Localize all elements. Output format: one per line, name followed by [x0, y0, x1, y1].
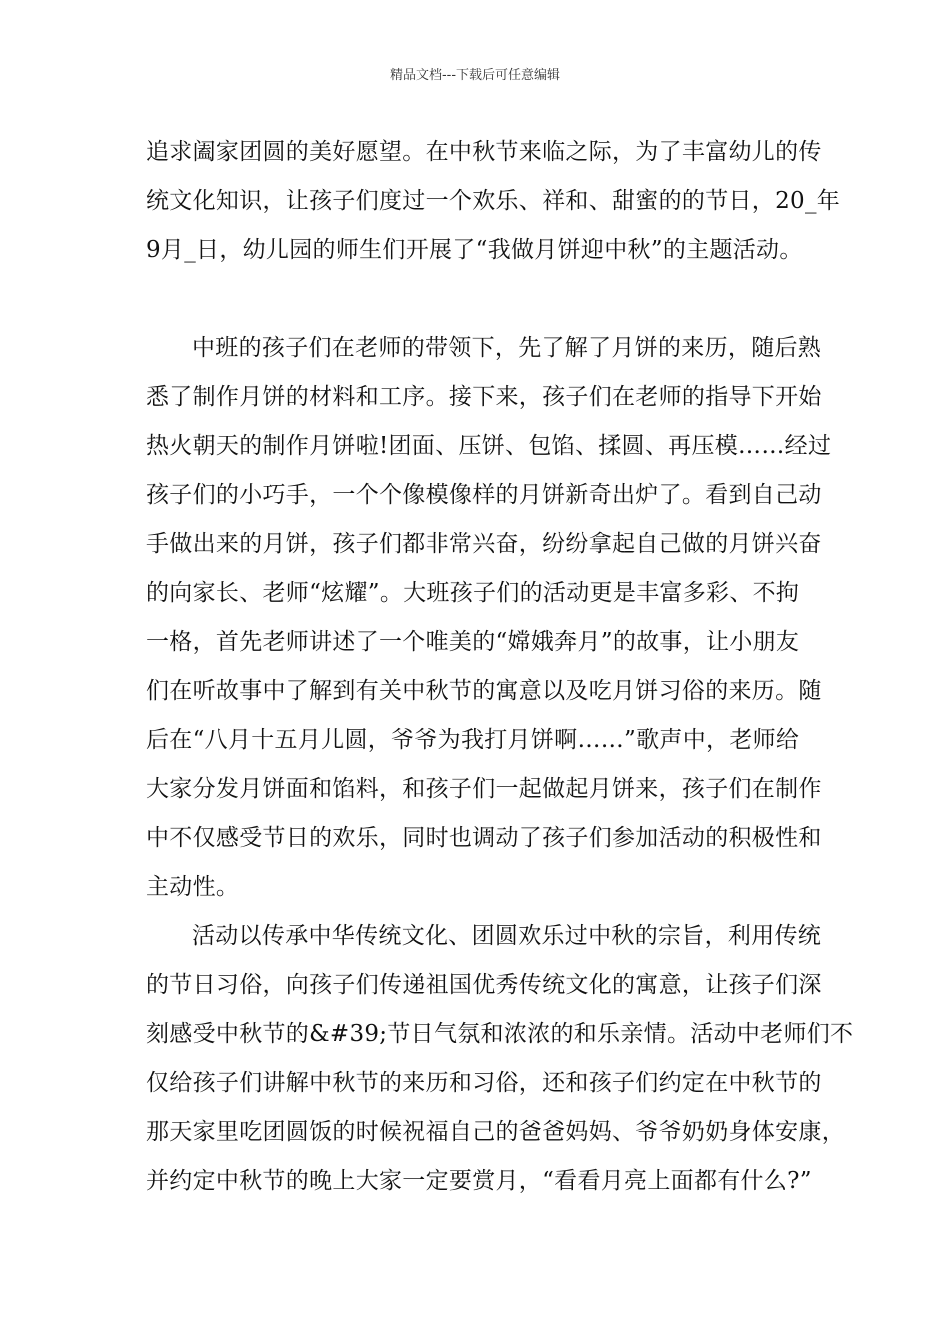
paragraph — [146, 912, 854, 1206]
text-line: 刻感受中秋节的&#39;节日气氛和浓浓的和乐亲情。活动中老师们不 — [146, 1021, 854, 1047]
text-line: 后在“八月十五月儿圆，爷爷为我打月饼啊……”歌声中，老师给 — [146, 727, 800, 753]
text-line: 9月_日，幼儿园的师生们开展了“我做月饼迎中秋”的主题活动。 — [146, 237, 803, 263]
text-line: 统文化知识，让孩子们度过一个欢乐、祥和、甜蜜的的节日，20_年 — [146, 188, 841, 214]
text-line: 那天家里吃团圆饭的时候祝福自己的爸爸妈妈、爷爷奶奶身体安康， — [146, 1119, 845, 1145]
text-line: 手做出来的月饼，孩子们都非常兴奋，纷纷拿起自己做的月饼兴奋 — [146, 531, 822, 557]
text-line: 大家分发月饼面和馅料，和孩子们一起做起月饼来，孩子们在制作 — [146, 776, 822, 802]
text-line: 一格，首先老师讲述了一个唯美的“嫦娥奔月”的故事，让小朋友 — [146, 629, 800, 655]
page-header: 精品文档---下载后可任意编辑 — [389, 68, 561, 83]
text-line: 主动性。 — [146, 874, 240, 900]
text-line: 并约定中秋节的晚上大家一定要赏月，“看看月亮上面都有什么?” — [146, 1168, 812, 1194]
text-line: 中不仅感受节日的欢乐，同时也调动了孩子们参加活动的积极性和 — [146, 825, 822, 851]
text-line: 悉了制作月饼的材料和工序。接下来，孩子们在老师的指导下开始 — [146, 384, 822, 410]
text-line: 中班的孩子们在老师的带领下，先了解了月饼的来历，随后熟 — [192, 335, 822, 361]
text-line: 仅给孩子们讲解中秋节的来历和习俗，还和孩子们约定在中秋节的 — [146, 1070, 822, 1096]
text-line: 活动以传承中华传统文化、团圆欢乐过中秋的宗旨，利用传统 — [192, 923, 822, 949]
text-line: 追求阖家团圆的美好愿望。在中秋节来临之际，为了丰富幼儿的传 — [146, 139, 822, 165]
text-line: 的向家长、老师“炫耀”。大班孩子们的活动更是丰富多彩、不拘 — [146, 580, 800, 606]
text-line: 的节日习俗，向孩子们传递祖国优秀传统文化的寓意，让孩子们深 — [146, 972, 822, 998]
paragraph — [146, 128, 841, 275]
paragraph — [146, 324, 832, 912]
text-line: 孩子们的小巧手，一个个像模像样的月饼新奇出炉了。看到自己动 — [146, 482, 822, 508]
text-line: 热火朝天的制作月饼啦!团面、压饼、包馅、揉圆、再压模……经过 — [146, 433, 832, 459]
document-body — [146, 128, 854, 1206]
text-line: 们在听故事中了解到有关中秋节的寓意以及吃月饼习俗的来历。随 — [146, 678, 822, 704]
paragraph-spacer — [146, 275, 814, 324]
